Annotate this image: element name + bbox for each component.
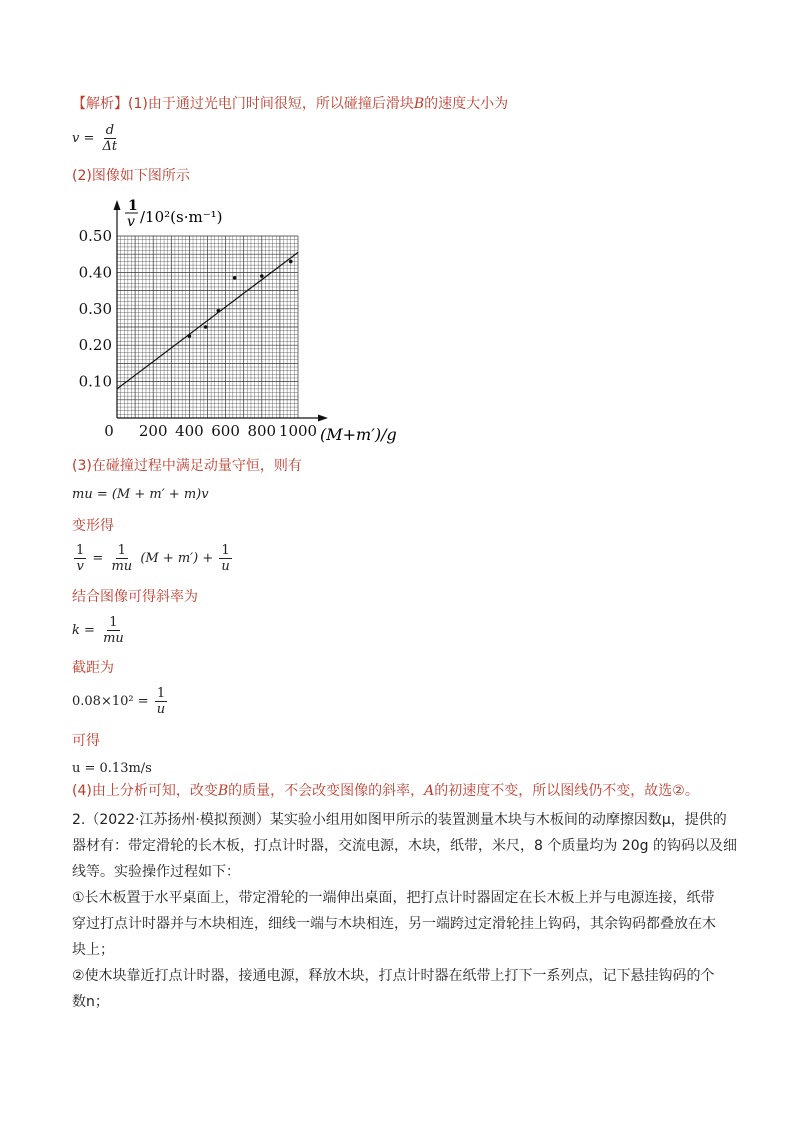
- chart-grid: [117, 236, 298, 418]
- momentum-equation: mu = (M + m′ + m)v: [72, 487, 209, 502]
- data-point: [289, 260, 293, 264]
- y-tick-label: 0.10: [78, 372, 112, 391]
- velocity-formula: v = $\frac{d}{\Delta t}$: [72, 123, 118, 154]
- solution-line-1: 【解析】(1)由于通过光电门时间很短，所以碰撞后滑块B的速度大小为: [72, 96, 509, 112]
- y-axis-label-numerator: 1: [128, 198, 138, 214]
- x-axis-label: (M+m′)/g: [320, 425, 397, 444]
- x-tick-label: 200: [138, 422, 168, 440]
- y-axis-arrow: [114, 200, 121, 210]
- x-tick-label: 600: [211, 422, 240, 440]
- x-tick-label: 400: [175, 422, 204, 440]
- inverse-velocity-vs-mass-chart: [70, 192, 410, 454]
- solution-line-5: 结合图像可得斜率为: [72, 589, 198, 605]
- transformed-equation: $\frac{1}{v}$ = $\frac{1}{mu}$ (M + m′) + $\frac{1}{u}$: [76, 543, 230, 574]
- solution-line-7: 可得: [72, 733, 100, 749]
- y-tick-label: 0.20: [78, 336, 112, 355]
- analysis-tag: 【解析】: [72, 96, 128, 112]
- q2-line-4: ①长木板置于水平桌面上，带定滑轮的一端伸出桌面，把打点计时器固定在长木板上并与电源连接，纸带: [72, 890, 715, 906]
- y-tick-label: 0.30: [78, 299, 112, 318]
- solution-line-8: (4)由上分析可知，改变B的质量，不会改变图像的斜率，A的初速度不变，所以图线仍不变，故选②。: [72, 783, 699, 799]
- x-axis-arrow: [318, 415, 328, 422]
- intercept-formula: 0.08×10² = $\frac{1}{u}$: [72, 686, 166, 717]
- u-result: u = 0.13m/s: [72, 761, 152, 776]
- question-2: [72, 807, 737, 1015]
- q2-line-1: 2.（2022·江苏扬州·模拟预测）某实验小组用如图甲所示的装置测量木块与木板间的动摩擦因数μ，提供的: [72, 812, 727, 828]
- y-tick-label: 0.50: [78, 227, 112, 245]
- solution-line-6: 截距为: [72, 660, 114, 676]
- y-axis-label-units: /10²(s·m⁻¹): [140, 208, 223, 226]
- q2-line-6: 块上；: [72, 942, 114, 958]
- data-point: [233, 276, 237, 280]
- data-point: [204, 325, 208, 329]
- x-tick-label: 1000: [278, 422, 318, 440]
- q2-line-5: 穿过打点计时器并与木块相连，细线一端与木块相连，另一端跨过定滑轮挂上钩码，其余钩码都叠放在木: [72, 916, 716, 932]
- y-axis-label-denominator: v: [127, 214, 135, 230]
- x-tick-label: 0: [104, 422, 114, 440]
- q2-line-2: 器材有：带定滑轮的长木板，打点计时器，交流电源，木块，纸带，米尺，8 个质量均为 20g 的钩码以及细: [72, 838, 737, 854]
- data-point: [217, 309, 221, 313]
- q2-line-7: ②使木块靠近打点计时器，接通电源，释放木块，打点计时器在纸带上打下一系列点，记下悬挂钩码的个: [72, 968, 715, 984]
- x-tick-label: 800: [247, 422, 277, 440]
- solution-line-4: 变形得: [72, 518, 114, 534]
- data-point: [260, 274, 264, 278]
- solution-line-3: (3)在碰撞过程中满足动量守恒，则有: [72, 458, 302, 474]
- solution-line-2: (2)图像如下图所示: [72, 168, 190, 184]
- q2-line-3: 线等。实验操作过程如下：: [72, 864, 240, 880]
- q2-line-8: 数n；: [72, 994, 109, 1010]
- chart-ticks: [79, 227, 318, 440]
- y-tick-label: 0.40: [78, 263, 112, 282]
- slope-formula: k = $\frac{1}{mu}$: [72, 615, 124, 646]
- data-point: [188, 334, 192, 338]
